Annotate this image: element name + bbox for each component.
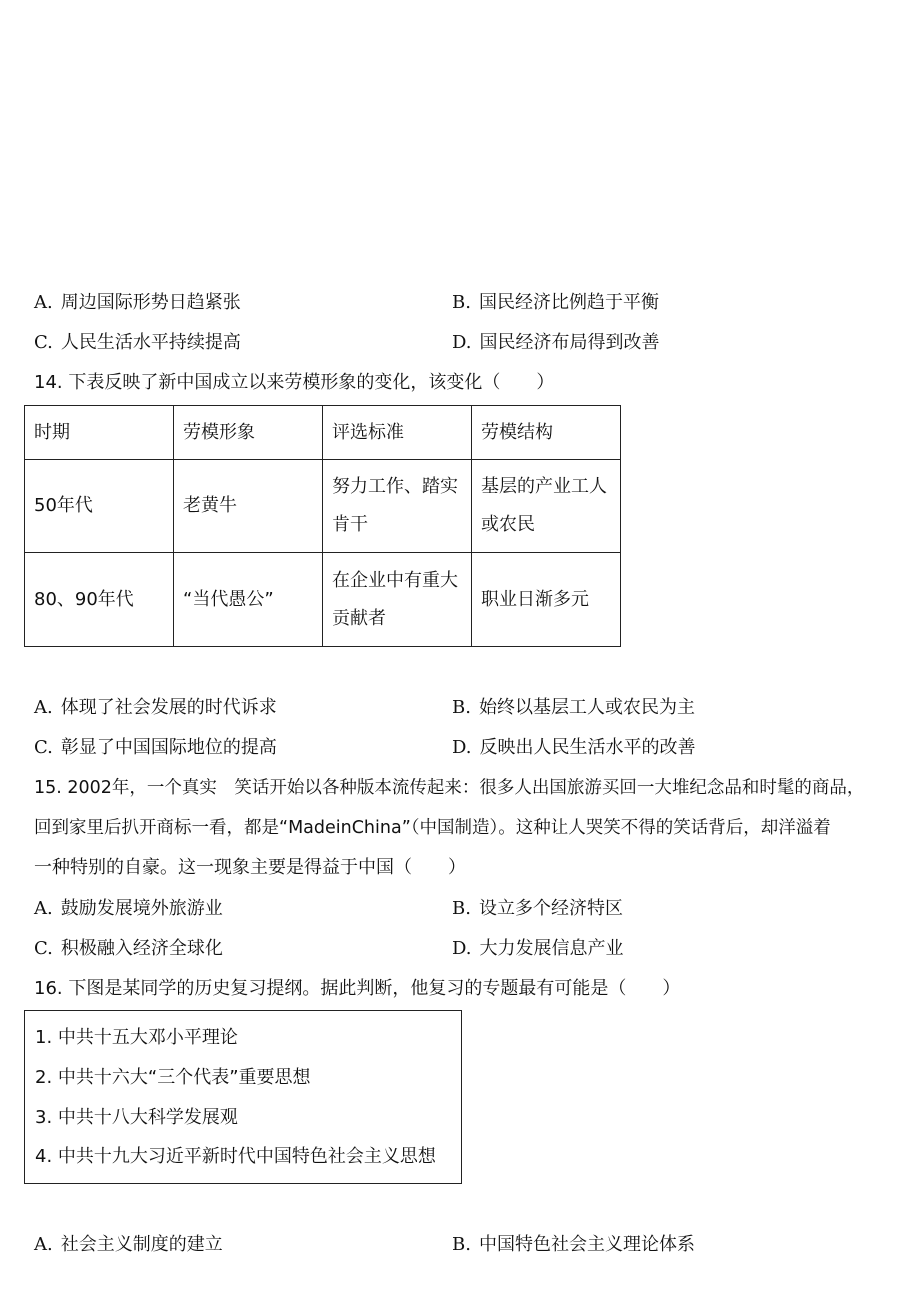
q15-stem-line1: 15. 2002年，一个真实 笑话开始以各种版本流传起来：很多人出国旅游买回一大堆纪念品和时髦的商品， xyxy=(34,778,865,798)
q15-stem-line3: 一种特别的自豪。这一现象主要是得益于中国（ ） xyxy=(34,857,466,878)
q14-option-c: C. 彰显了中国国际地位的提高 xyxy=(34,737,277,758)
q15-option-b: B. 设立多个经济特区 xyxy=(452,898,623,919)
q13-option-a: A. 周边国际形势日趋紧张 xyxy=(34,292,241,313)
q13-option-c: C. 人民生活水平持续提高 xyxy=(34,332,241,353)
table-header-cell: 时期 xyxy=(25,406,174,460)
review-outline-box xyxy=(24,1010,462,1184)
table-header-row xyxy=(25,406,621,460)
q14-table xyxy=(24,405,621,647)
q14-stem: 14. 下表反映了新中国成立以来劳模形象的变化，该变化（ ） xyxy=(34,372,555,393)
table-cell: 努力工作、踏实肯干 xyxy=(323,460,472,553)
outline-item: 1. 中共十五大邓小平理论 xyxy=(35,1027,238,1048)
table-cell: 在企业中有重大贡献者 xyxy=(323,553,472,647)
table-cell: 老黄牛 xyxy=(174,460,323,553)
table-header-cell: 劳模结构 xyxy=(472,406,621,460)
q16-option-b: B. 中国特色社会主义理论体系 xyxy=(452,1234,695,1255)
table-row xyxy=(25,460,621,553)
table-cell: 50年代 xyxy=(25,460,174,553)
q13-option-b: B. 国民经济比例趋于平衡 xyxy=(452,292,659,313)
q15-stem-line2: 回到家里后扒开商标一看，都是“MadeinChina”（中国制造）。这种让人哭笑不得的笑话背后，却洋溢着 xyxy=(34,818,831,838)
table-cell: 基层的产业工人或农民 xyxy=(472,460,621,553)
q14-option-d: D. 反映出人民生活水平的改善 xyxy=(452,737,696,758)
table-cell: 80、90年代 xyxy=(25,553,174,647)
q16-stem: 16. 下图是某同学的历史复习提纲。据此判断，他复习的专题最有可能是（ ） xyxy=(34,978,681,999)
table-cell: 职业日渐多元 xyxy=(472,553,621,647)
table-cell: “当代愚公” xyxy=(174,553,323,647)
table-header-cell: 劳模形象 xyxy=(174,406,323,460)
outline-item: 2. 中共十六大“三个代表”重要思想 xyxy=(35,1067,311,1088)
q16-option-a: A. 社会主义制度的建立 xyxy=(34,1234,223,1255)
q14-option-a: A. 体现了社会发展的时代诉求 xyxy=(34,697,277,718)
table-header-cell: 评选标准 xyxy=(323,406,472,460)
outline-item: 4. 中共十九大习近平新时代中国特色社会主义思想 xyxy=(35,1146,436,1167)
q15-option-d: D. 大力发展信息产业 xyxy=(452,938,624,959)
table-row xyxy=(25,553,621,647)
q13-option-d: D. 国民经济布局得到改善 xyxy=(452,332,660,353)
q15-option-c: C. 积极融入经济全球化 xyxy=(34,938,223,959)
q15-option-a: A. 鼓励发展境外旅游业 xyxy=(34,898,223,919)
q14-option-b: B. 始终以基层工人或农民为主 xyxy=(452,697,695,718)
outline-item: 3. 中共十八大科学发展观 xyxy=(35,1107,238,1128)
